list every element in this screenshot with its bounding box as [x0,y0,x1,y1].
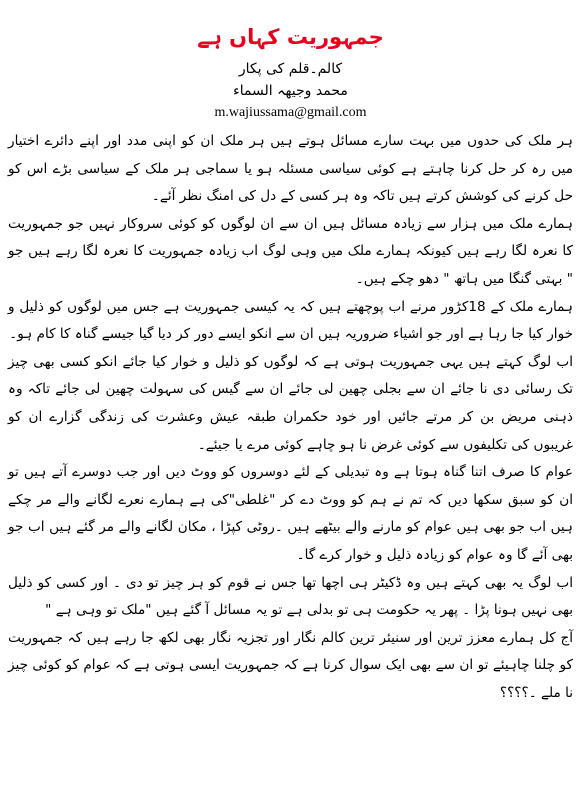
author-email: m.wajiussama@gmail.com [214,105,367,120]
article-body [8,128,573,707]
author-name: محمد وجیھہ السماء [233,83,348,99]
article-title: جمہوریت کہاں ہے [197,25,384,49]
column-name: کالم۔قلم کی پکار [238,61,343,77]
paragraph: ہر ملک کی حدوں میں بہت سارے مسائل ہوتے ہیں ہر ملک ان کو اپنی مدد اور اپنے دائرے اختیار میں رہ کر حل کرنا چاہتے ہے کوئی سیاسی مسئلہ ہو یا سماجی ہر ملک کے سیاسی بڑے اس کو حل کرنے کی کوشش کرتے ہیں تاکہ وہ ہر کسی کے دل کی امنگ نظر آئے۔ [8,133,573,205]
paragraph: اب لوگ یہ بھی کہتے ہیں وہ ڈکیٹر ہی اچھا تھا جس نے قوم کو ہر چیز تو دی ۔ اور کسی کو ذلیل بھی نہیں ہونا پڑا ۔ پھر یہ حکومت ہی تو بدلی ہے تو یہ مسائل آ گئے ہیں "ملک تو وہی ہے " [8,574,573,619]
paragraph: عوام کا صرف اتنا گناہ ہوتا ہے وہ تبدیلی کے لئے دوسروں کو ووٹ دیں اور جب دوسرے آتے ہیں تو ان کو سبق سکھا دیں کہ تم نے ہم کو ووٹ دے کر "غلطی"کی ہے ہمارے نعرے لگانے والے مر چکے ہیں اب جو بھی ہیں عوام کو مارنے والے بیٹھے ہیں ۔روٹی کپڑا ، مکان لگانے والے مر گئے ہیں اب جو بھی آئے گا وہ عوام کو زیادہ ذلیل و خوار کرے گا۔ [8,464,573,563]
paragraph: ہمارے ملک کے 18کڑور مرنے اب پوچھتے ہیں کہ یہ کیسی جمہوریت ہے جس میں لوگوں کو ذلیل و خوار کیا جا رہا ہے اور جو اشیاء ضروریہ ہیں ان سے انکو ایسے دور کر دیا گیا جیسے گناہ کا کام ہو۔ [8,298,573,343]
paragraph: آج کل ہمارے معزز ترین اور سنیئر ترین کالم نگار اور تجزیہ نگار بھی لکھ جا رہے ہیں کہ جمہوریت کو چلنا چاہیئے تو ان سے بھی ایک سوال کرنا ہے کہ جمہوریت ایسی ہوتی ہے کہ عوام کو کوئی چیز نا ملے ۔؟؟؟؟ [8,629,573,701]
paragraph: اب لوگ کہتے ہیں یہی جمہوریت ہوتی ہے کہ لوگوں کو ذلیل و خوار کیا جائے انکو کسی بھی چیز تک رسائی دی نا جائے ان سے بجلی چھین لی جائے ان سے گیس کی سہولت چھین لی جائے تاکہ وہ ذہنی مریض بن کر مرتے جائیں اور خود حکمران طبقہ عیش وعشرت کی زندگی گزارے ان کو غریبوں کی تکلیفوں سے کوئی غرض نا ہو چاہے کوئی مرے یا جیئے۔ [8,353,573,453]
paragraph: ہمارے ملک میں ہزار سے زیادہ مسائل ہیں ان سے ان لوگوں کو کوئی سروکار نہیں جو جمہوریت کا نعرہ لگا رہے ہیں کیونکہ ہمارے ملک میں وہی لوگ اب زیادہ جمہوریت کا نعرہ لگا رہے ہیں جو " بہتی گنگا میں ہاتھ " دھو چکے ہیں۔ [8,215,573,287]
